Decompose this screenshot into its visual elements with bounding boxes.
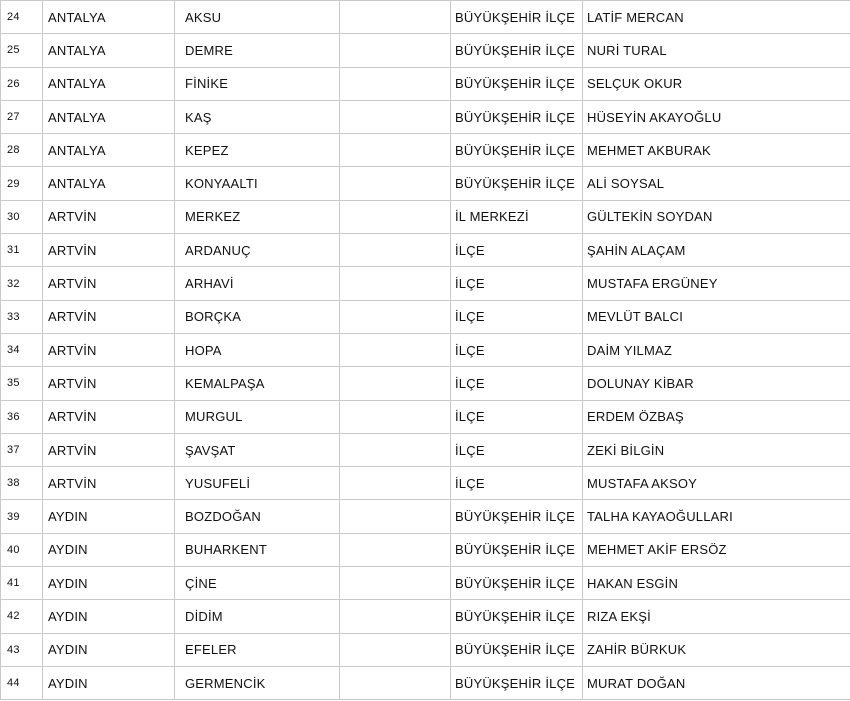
type-cell: BÜYÜKŞEHİR İLÇE bbox=[451, 100, 583, 133]
mayor-name-cell: ALİ SOYSAL bbox=[583, 167, 850, 200]
table-row bbox=[1, 1, 850, 34]
table-row bbox=[1, 267, 850, 300]
row-number-cell: 24 bbox=[1, 1, 43, 34]
type-cell: BÜYÜKŞEHİR İLÇE bbox=[451, 1, 583, 34]
district-cell: EFELER bbox=[175, 633, 340, 666]
table-row bbox=[1, 400, 850, 433]
district-cell: KEMALPAŞA bbox=[175, 367, 340, 400]
type-cell: İLÇE bbox=[451, 400, 583, 433]
type-cell: İLÇE bbox=[451, 433, 583, 466]
district-cell: BORÇKA bbox=[175, 300, 340, 333]
table-row bbox=[1, 433, 850, 466]
province-cell: ARTVİN bbox=[43, 400, 175, 433]
type-cell: İLÇE bbox=[451, 467, 583, 500]
mayor-name-cell: SELÇUK OKUR bbox=[583, 67, 850, 100]
table-row bbox=[1, 34, 850, 67]
district-cell: MURGUL bbox=[175, 400, 340, 433]
province-cell: AYDIN bbox=[43, 500, 175, 533]
province-cell: ANTALYA bbox=[43, 167, 175, 200]
empty-cell bbox=[340, 234, 451, 267]
row-number-cell: 38 bbox=[1, 467, 43, 500]
mayor-name-cell: ŞAHİN ALAÇAM bbox=[583, 234, 850, 267]
mayor-name-cell: HÜSEYİN AKAYOĞLU bbox=[583, 100, 850, 133]
row-number-cell: 40 bbox=[1, 533, 43, 566]
mayor-name-cell: RIZA EKŞİ bbox=[583, 600, 850, 633]
district-cell: KAŞ bbox=[175, 100, 340, 133]
district-cell: HOPA bbox=[175, 333, 340, 366]
empty-cell bbox=[340, 267, 451, 300]
mayor-name-cell: ZEKİ BİLGİN bbox=[583, 433, 850, 466]
mayor-name-cell: DAİM YILMAZ bbox=[583, 333, 850, 366]
district-cell: FİNİKE bbox=[175, 67, 340, 100]
row-number-cell: 33 bbox=[1, 300, 43, 333]
empty-cell bbox=[340, 533, 451, 566]
province-cell: AYDIN bbox=[43, 600, 175, 633]
type-cell: BÜYÜKŞEHİR İLÇE bbox=[451, 567, 583, 600]
empty-cell bbox=[340, 333, 451, 366]
province-cell: ARTVİN bbox=[43, 300, 175, 333]
mayor-name-cell: MUSTAFA ERGÜNEY bbox=[583, 267, 850, 300]
empty-cell bbox=[340, 34, 451, 67]
table-row bbox=[1, 600, 850, 633]
row-number-cell: 25 bbox=[1, 34, 43, 67]
empty-cell bbox=[340, 367, 451, 400]
empty-cell bbox=[340, 633, 451, 666]
mayor-name-cell: HAKAN ESGİN bbox=[583, 567, 850, 600]
province-cell: ARTVİN bbox=[43, 467, 175, 500]
table-row bbox=[1, 367, 850, 400]
district-cell: ARHAVİ bbox=[175, 267, 340, 300]
empty-cell bbox=[340, 134, 451, 167]
type-cell: BÜYÜKŞEHİR İLÇE bbox=[451, 67, 583, 100]
district-cell: ŞAVŞAT bbox=[175, 433, 340, 466]
row-number-cell: 32 bbox=[1, 267, 43, 300]
row-number-cell: 35 bbox=[1, 367, 43, 400]
row-number-cell: 43 bbox=[1, 633, 43, 666]
row-number-cell: 28 bbox=[1, 134, 43, 167]
province-cell: ARTVİN bbox=[43, 200, 175, 233]
district-cell: BOZDOĞAN bbox=[175, 500, 340, 533]
type-cell: İLÇE bbox=[451, 300, 583, 333]
empty-cell bbox=[340, 67, 451, 100]
type-cell: BÜYÜKŞEHİR İLÇE bbox=[451, 134, 583, 167]
row-number-cell: 29 bbox=[1, 167, 43, 200]
mayor-name-cell: NURİ TURAL bbox=[583, 34, 850, 67]
district-cell: DEMRE bbox=[175, 34, 340, 67]
district-cell: KEPEZ bbox=[175, 134, 340, 167]
province-cell: ANTALYA bbox=[43, 1, 175, 34]
type-cell: İLÇE bbox=[451, 333, 583, 366]
row-number-cell: 27 bbox=[1, 100, 43, 133]
table-row bbox=[1, 533, 850, 566]
mayor-name-cell: MUSTAFA AKSOY bbox=[583, 467, 850, 500]
table-row bbox=[1, 100, 850, 133]
type-cell: BÜYÜKŞEHİR İLÇE bbox=[451, 34, 583, 67]
province-cell: ANTALYA bbox=[43, 67, 175, 100]
type-cell: İLÇE bbox=[451, 234, 583, 267]
district-cell: AKSU bbox=[175, 1, 340, 34]
table-row bbox=[1, 467, 850, 500]
table-row bbox=[1, 633, 850, 666]
mayor-name-cell: ZAHİR BÜRKUK bbox=[583, 633, 850, 666]
district-cell: KONYAALTI bbox=[175, 167, 340, 200]
province-cell: AYDIN bbox=[43, 533, 175, 566]
empty-cell bbox=[340, 467, 451, 500]
type-cell: BÜYÜKŞEHİR İLÇE bbox=[451, 600, 583, 633]
province-cell: ARTVİN bbox=[43, 267, 175, 300]
table-row bbox=[1, 134, 850, 167]
type-cell: BÜYÜKŞEHİR İLÇE bbox=[451, 533, 583, 566]
table-row bbox=[1, 666, 850, 699]
mayor-name-cell: DOLUNAY KİBAR bbox=[583, 367, 850, 400]
district-cell: ARDANUÇ bbox=[175, 234, 340, 267]
mayor-name-cell: MEHMET AKBURAK bbox=[583, 134, 850, 167]
empty-cell bbox=[340, 500, 451, 533]
mayor-name-cell: TALHA KAYAOĞULLARI bbox=[583, 500, 850, 533]
province-cell: ARTVİN bbox=[43, 433, 175, 466]
row-number-cell: 44 bbox=[1, 666, 43, 699]
type-cell: BÜYÜKŞEHİR İLÇE bbox=[451, 167, 583, 200]
district-cell: DİDİM bbox=[175, 600, 340, 633]
row-number-cell: 37 bbox=[1, 433, 43, 466]
table-row bbox=[1, 500, 850, 533]
row-number-cell: 26 bbox=[1, 67, 43, 100]
district-cell: YUSUFELİ bbox=[175, 467, 340, 500]
empty-cell bbox=[340, 167, 451, 200]
empty-cell bbox=[340, 567, 451, 600]
table-row bbox=[1, 167, 850, 200]
type-cell: BÜYÜKŞEHİR İLÇE bbox=[451, 666, 583, 699]
district-cell: ÇİNE bbox=[175, 567, 340, 600]
mayor-name-cell: MURAT DOĞAN bbox=[583, 666, 850, 699]
type-cell: BÜYÜKŞEHİR İLÇE bbox=[451, 633, 583, 666]
empty-cell bbox=[340, 1, 451, 34]
table-row bbox=[1, 300, 850, 333]
table-row bbox=[1, 67, 850, 100]
district-cell: BUHARKENT bbox=[175, 533, 340, 566]
row-number-cell: 30 bbox=[1, 200, 43, 233]
province-cell: ARTVİN bbox=[43, 234, 175, 267]
mayor-name-cell: LATİF MERCAN bbox=[583, 1, 850, 34]
row-number-cell: 42 bbox=[1, 600, 43, 633]
row-number-cell: 39 bbox=[1, 500, 43, 533]
district-cell: GERMENCİK bbox=[175, 666, 340, 699]
province-cell: AYDIN bbox=[43, 633, 175, 666]
type-cell: İLÇE bbox=[451, 367, 583, 400]
mayor-name-cell: GÜLTEKİN SOYDAN bbox=[583, 200, 850, 233]
empty-cell bbox=[340, 100, 451, 133]
table-row bbox=[1, 234, 850, 267]
table-row bbox=[1, 567, 850, 600]
empty-cell bbox=[340, 400, 451, 433]
mayor-name-cell: ERDEM ÖZBAŞ bbox=[583, 400, 850, 433]
row-number-cell: 36 bbox=[1, 400, 43, 433]
empty-cell bbox=[340, 200, 451, 233]
province-cell: ANTALYA bbox=[43, 134, 175, 167]
province-cell: AYDIN bbox=[43, 666, 175, 699]
row-number-cell: 41 bbox=[1, 567, 43, 600]
type-cell: İL MERKEZİ bbox=[451, 200, 583, 233]
province-cell: ARTVİN bbox=[43, 367, 175, 400]
table-row bbox=[1, 333, 850, 366]
type-cell: BÜYÜKŞEHİR İLÇE bbox=[451, 500, 583, 533]
table-row bbox=[1, 200, 850, 233]
province-cell: ARTVİN bbox=[43, 333, 175, 366]
type-cell: İLÇE bbox=[451, 267, 583, 300]
province-cell: AYDIN bbox=[43, 567, 175, 600]
row-number-cell: 31 bbox=[1, 234, 43, 267]
district-cell: MERKEZ bbox=[175, 200, 340, 233]
row-number-cell: 34 bbox=[1, 333, 43, 366]
empty-cell bbox=[340, 600, 451, 633]
empty-cell bbox=[340, 300, 451, 333]
empty-cell bbox=[340, 433, 451, 466]
table-body bbox=[1, 1, 850, 700]
empty-cell bbox=[340, 666, 451, 699]
mayor-name-cell: MEHMET AKİF ERSÖZ bbox=[583, 533, 850, 566]
province-cell: ANTALYA bbox=[43, 34, 175, 67]
mayor-name-cell: MEVLÜT BALCI bbox=[583, 300, 850, 333]
province-cell: ANTALYA bbox=[43, 100, 175, 133]
